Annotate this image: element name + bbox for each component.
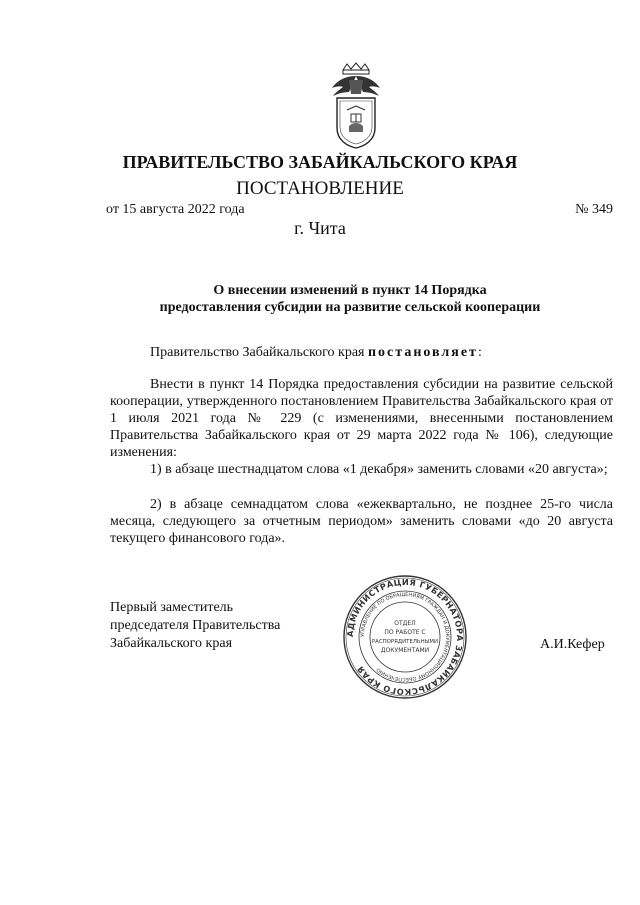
stamp-center-line-2: ПО РАБОТЕ С xyxy=(384,629,426,636)
intro-prefix: Правительство Забайкальского края xyxy=(150,345,368,360)
svg-text:УПРАВЛЕНИЕ ПО ОБРАЩЕНИЯМ ГРАЖД xyxy=(360,592,450,682)
document-type: ПОСТАНОВЛЕНИЕ xyxy=(236,178,404,199)
subject-line-1: О внесении изменений в пункт 14 Порядка xyxy=(213,283,487,298)
intro-keyword: постановляет xyxy=(367,345,478,360)
document-number: № 349 xyxy=(575,202,613,217)
signer-position-line-2: председателя Правительства xyxy=(110,618,281,633)
stamp-outer-text: АДМИНИСТРАЦИЯ ГУБЕРНАТОРА ЗАБАЙКАЛЬСКОГО КРАЯ xyxy=(344,576,466,698)
authority-title: ПРАВИТЕЛЬСТВО ЗАБАЙКАЛЬСКОГО КРАЯ xyxy=(122,152,518,172)
coat-of-arms-icon xyxy=(329,62,383,150)
stamp-center-line-1: ОТДЕЛ xyxy=(394,620,416,627)
stamp-center-line-3: РАСПОРЯДИТЕЛЬНЫМИ xyxy=(371,639,439,645)
signer-position xyxy=(110,599,280,653)
document-subject xyxy=(100,282,600,316)
stamp-center-line-4: ДОКУМЕНТАМИ xyxy=(380,647,430,654)
subject-line-2: предоставления субсидии на развитие сельской кооперации xyxy=(159,300,541,315)
document-city: г. Чита xyxy=(294,218,346,238)
intro-suffix: : xyxy=(477,345,482,360)
resolution-intro xyxy=(150,345,482,361)
document-date: от 15 августа 2022 года xyxy=(106,202,245,217)
paragraph-change-2: 2) в абзаце семнадцатом слова «ежеквартально, не позднее 25-го числа месяца, следующего за отчетным периодом» заменить словами «до 20 августа текущего финансового года». xyxy=(110,497,613,546)
paragraph-change-1: 1) в абзаце шестнадцатом слова «1 декабря» заменить словами «20 августа»; xyxy=(150,462,608,477)
signer-name: А.И.Кефер xyxy=(540,637,605,652)
signer-position-line-1: Первый заместитель xyxy=(110,600,234,615)
official-stamp xyxy=(342,574,468,700)
stamp-middle-text: УПРАВЛЕНИЕ ПО ОБРАЩЕНИЯМ ГРАЖДАН И ДОКУМЕНТАЦИОННОМУ ОБЕСПЕЧЕНИЮ xyxy=(359,591,451,683)
paragraph-amendment: Внести в пункт 14 Порядка предоставления субсидии на развитие сельской кооперации, утвержденного постановлением Правительства Забайкальского края от 1 июля 2021 года № 229 (с изменениями, внесенными постановлением Правительства Забайкальского края от 29 марта 2022 года № 106), следующие изменения: xyxy=(110,377,613,460)
signer-position-line-3: Забайкальского края xyxy=(110,636,233,651)
